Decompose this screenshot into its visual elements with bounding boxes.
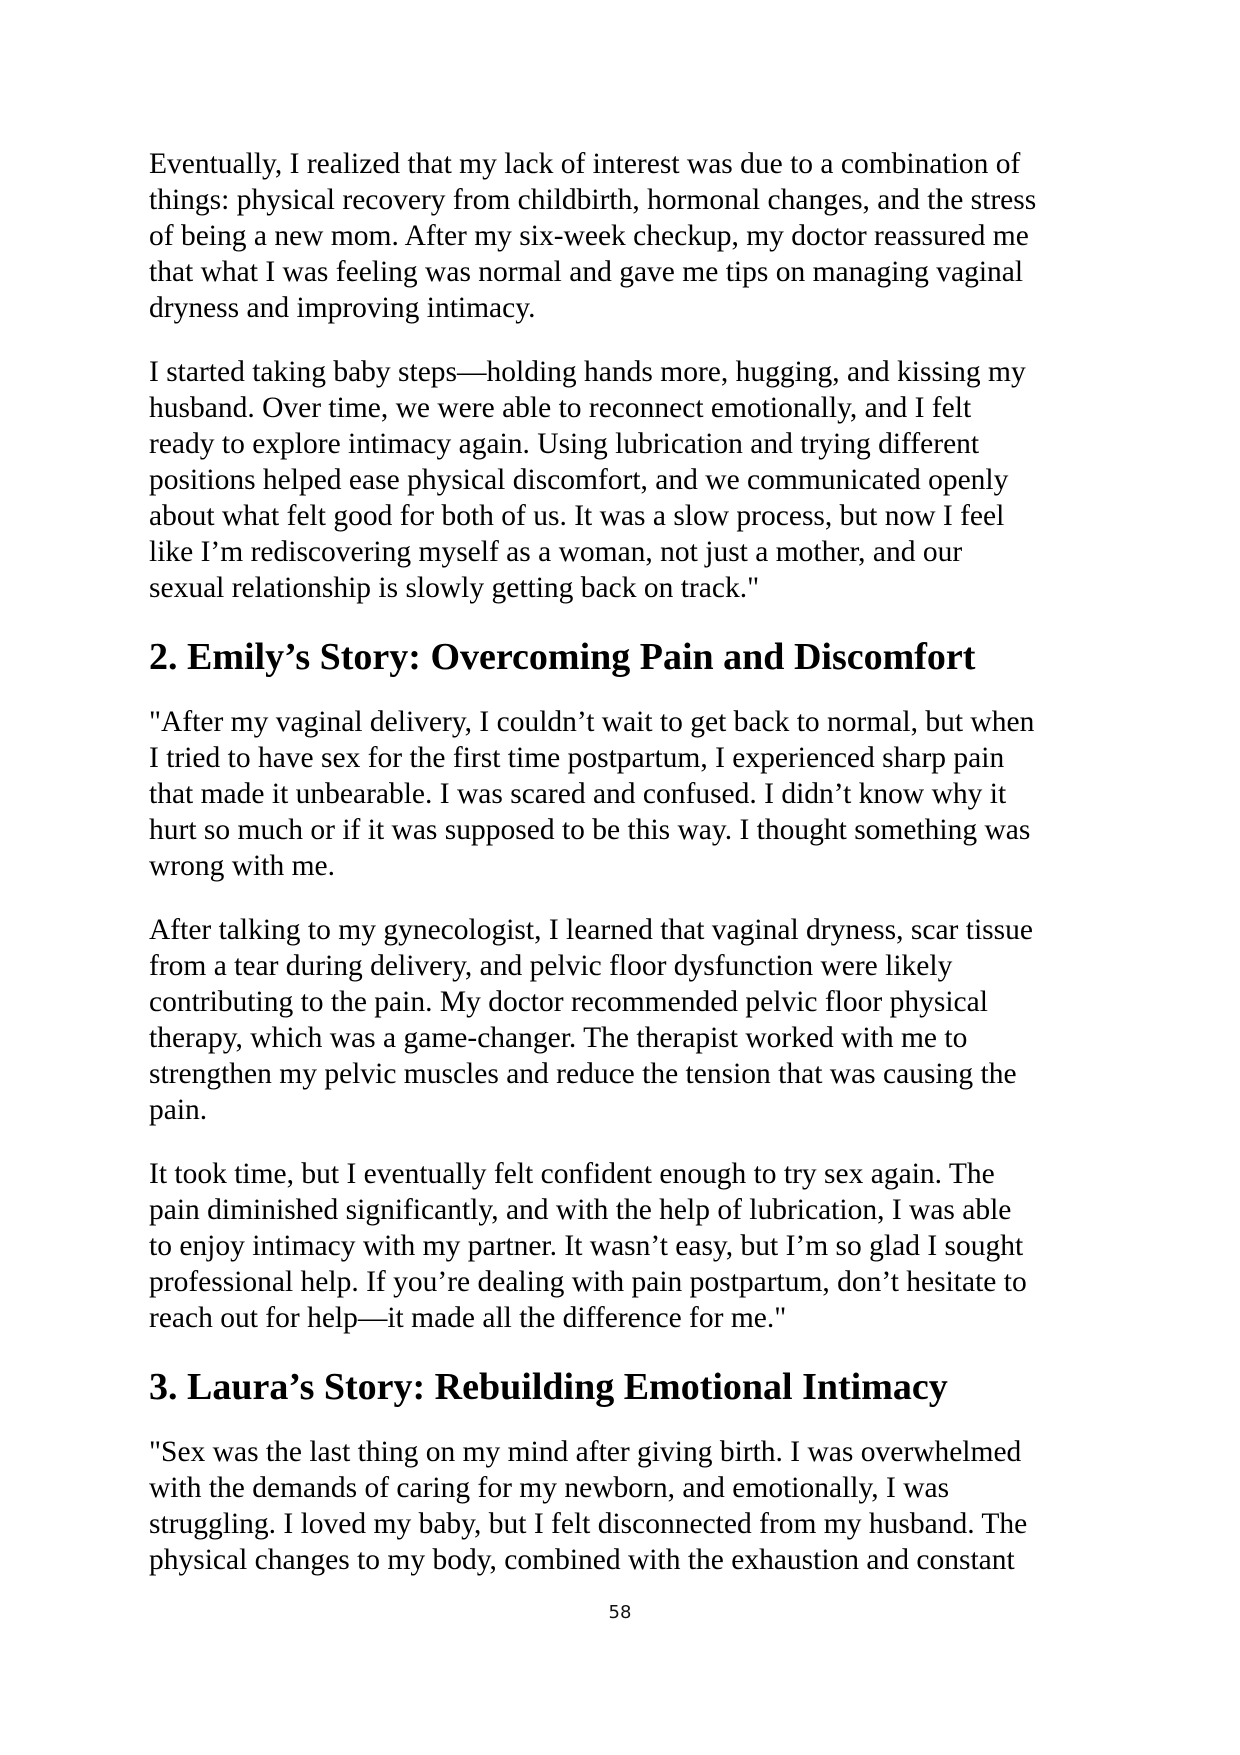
text-line: contributing to the pain. My doctor recommended pelvic floor physical xyxy=(149,986,988,1018)
paragraph xyxy=(149,1156,1099,1336)
text-line: pain diminished significantly, and with the help of lubrication, I was able xyxy=(149,1194,1012,1226)
text-line: sexual relationship is slowly getting back on track." xyxy=(149,572,760,604)
text-line: strengthen my pelvic muscles and reduce the tension that was causing the xyxy=(149,1058,1017,1090)
text-line: from a tear during delivery, and pelvic floor dysfunction were likely xyxy=(149,950,953,982)
text-line: dryness and improving intimacy. xyxy=(149,292,536,324)
text-line: "After my vaginal delivery, I couldn’t wait to get back to normal, but when xyxy=(149,706,1035,738)
text-line: "Sex was the last thing on my mind after giving birth. I was overwhelmed xyxy=(149,1436,1022,1468)
text-line: Eventually, I realized that my lack of interest was due to a combination of xyxy=(149,148,1021,180)
text-line: of being a new mom. After my six-week checkup, my doctor reassured me xyxy=(149,220,1029,252)
paragraph xyxy=(149,354,1099,606)
text-line: reach out for help—it made all the difference for me." xyxy=(149,1302,787,1334)
text-line: husband. Over time, we were able to reconnect emotionally, and I felt xyxy=(149,392,972,424)
page-body xyxy=(149,146,1099,1606)
text-line: After talking to my gynecologist, I learned that vaginal dryness, scar tissue xyxy=(149,914,1033,946)
text-line: like I’m rediscovering myself as a woman, not just a mother, and our xyxy=(149,536,963,568)
text-line: pain. xyxy=(149,1094,208,1126)
text-line: therapy, which was a game-changer. The therapist worked with me to xyxy=(149,1022,968,1054)
text-line: professional help. If you’re dealing with pain postpartum, don’t hesitate to xyxy=(149,1266,1027,1298)
text-line: hurt so much or if it was supposed to be this way. I thought something was xyxy=(149,814,1031,846)
paragraph xyxy=(149,146,1099,326)
text-line: that made it unbearable. I was scared and confused. I didn’t know why it xyxy=(149,778,1007,810)
text-line: I started taking baby steps—holding hands more, hugging, and kissing my xyxy=(149,356,1026,388)
text-line: ready to explore intimacy again. Using lubrication and trying different xyxy=(149,428,980,460)
text-line: about what felt good for both of us. It was a slow process, but now I feel xyxy=(149,500,1005,532)
text-line: wrong with me. xyxy=(149,850,335,882)
paragraph xyxy=(149,704,1099,884)
text-line: to enjoy intimacy with my partner. It wasn’t easy, but I’m so glad I sought xyxy=(149,1230,1024,1262)
text-line: It took time, but I eventually felt confident enough to try sex again. The xyxy=(149,1158,995,1190)
text-line: that what I was feeling was normal and gave me tips on managing vaginal xyxy=(149,256,1024,288)
paragraph xyxy=(149,1434,1099,1578)
text-line: I tried to have sex for the first time postpartum, I experienced sharp pain xyxy=(149,742,1005,774)
text-line: things: physical recovery from childbirth, hormonal changes, and the stress xyxy=(149,184,1037,216)
section-heading-laura: 3. Laura’s Story: Rebuilding Emotional Intimacy xyxy=(149,1366,948,1408)
page-number: 58 xyxy=(608,1602,632,1623)
text-line: positions helped ease physical discomfort, and we communicated openly xyxy=(149,464,1009,496)
text-line: with the demands of caring for my newborn, and emotionally, I was xyxy=(149,1472,950,1504)
paragraph xyxy=(149,912,1099,1128)
section-heading-emily: 2. Emily’s Story: Overcoming Pain and Discomfort xyxy=(149,636,976,678)
text-line: struggling. I loved my baby, but I felt disconnected from my husband. The xyxy=(149,1508,1028,1540)
text-line: physical changes to my body, combined with the exhaustion and constant xyxy=(149,1544,1015,1576)
